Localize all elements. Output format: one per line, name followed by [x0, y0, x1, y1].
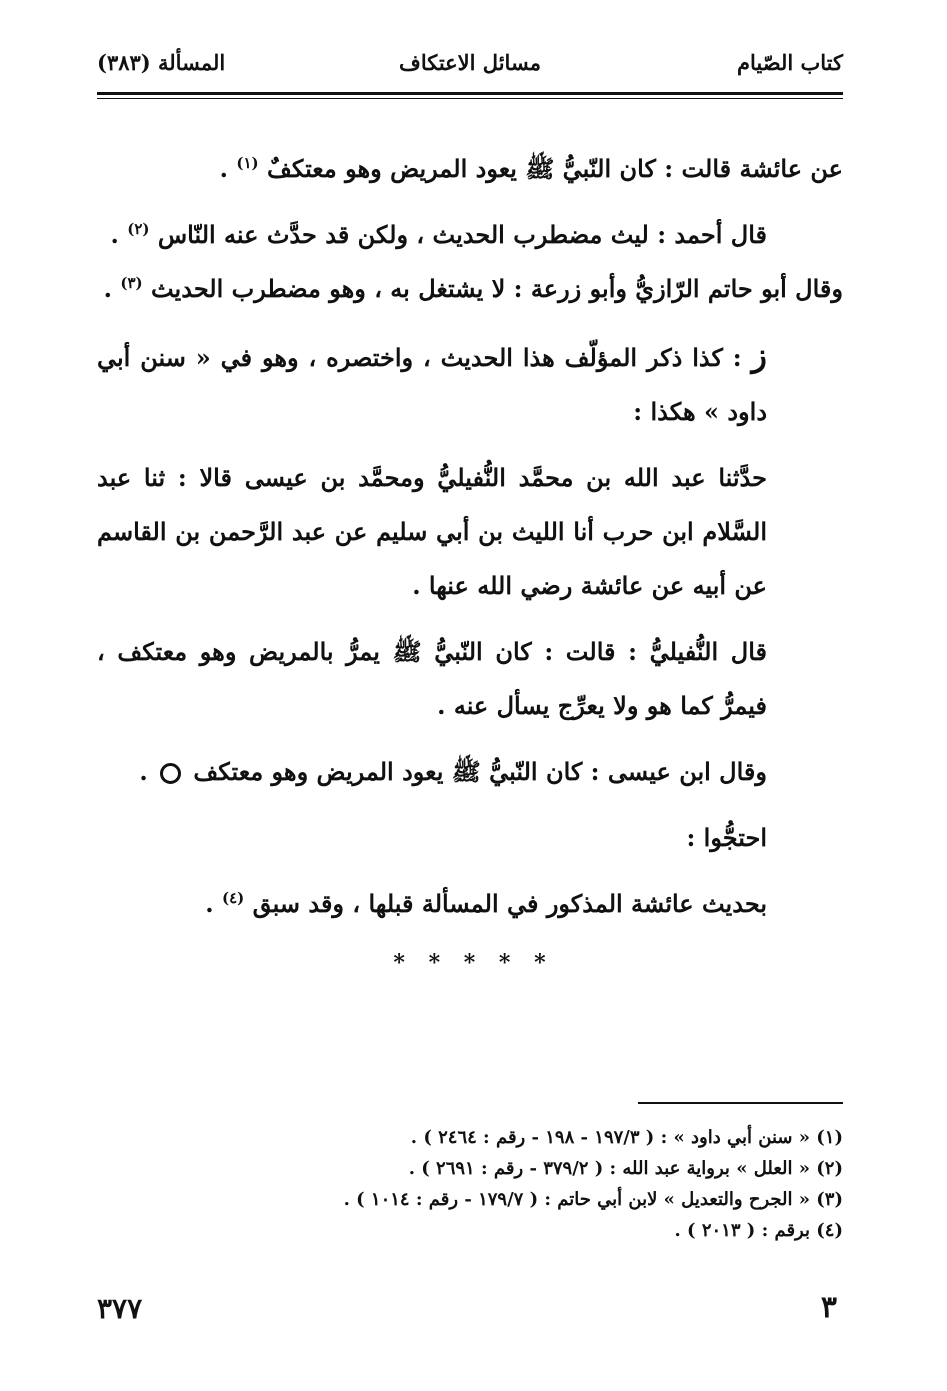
- chapter-title: مسائل الاعتكاف: [399, 50, 541, 75]
- footnote-2: (٢) « العلل » برواية عبد الله : ( ٣٧٩/٢ - رقم : ٢٦٩١ ) .: [408, 1158, 843, 1179]
- subheading-arguments: احتجُّوا :: [686, 823, 767, 852]
- issue-number: المسألة (٣٨٣): [97, 50, 226, 75]
- page-number: ٣٧٧: [97, 1292, 143, 1325]
- footnotes: [97, 1122, 843, 1246]
- book-title: كتاب الصّيام: [737, 50, 843, 75]
- section-separator: * * * * *: [393, 950, 554, 976]
- footnote-rule: [638, 1102, 843, 1104]
- footnote-4: (٤) برقم : ( ٢٠١٣ ) .: [674, 1220, 843, 1241]
- running-header: [97, 50, 843, 86]
- footnote-ref-3[interactable]: (٣): [120, 274, 143, 292]
- paragraph-nufayli: قال النُّفيليُّ : قالت : كان النّبيُّ ﷺ يمرُّ بالمريض وهو معتكف ، فيمرُّ كما هو ولا يعرِّج يسأل عنه .: [97, 637, 767, 720]
- footnote-3: (٣) « الجرح والتعديل » لابن أبي حاتم : ( ١٧٩/٧ - رقم : ١٠١٤ ) .: [343, 1189, 843, 1210]
- paragraph-hadith: عن عائشة قالت : كان النّبيُّ ﷺ يعود المريض وهو معتكفٌ $^{(١)}$ .: [219, 154, 843, 183]
- main-text: [97, 142, 843, 931]
- header-rule-thin: [97, 98, 843, 99]
- zay-marker: ز: [751, 336, 767, 374]
- paragraph-ibn-isa: وقال ابن عيسى : كان النّبيُّ ﷺ يعود المريض وهو معتكف .: [139, 757, 767, 786]
- footnote-1: (١) « سنن أبي داود » : ( ١٩٧/٣ - ١٩٨ - رقم : ٢٤٦٤ ) .: [410, 1127, 843, 1148]
- volume-number: ٣: [820, 1290, 837, 1325]
- footnote-ref-4[interactable]: (٤): [222, 889, 245, 907]
- footnote-ref-1[interactable]: (١): [236, 154, 259, 172]
- footnote-ref-2[interactable]: (٢): [127, 220, 150, 238]
- paragraph-isnad: حدَّثنا عبد الله بن محمَّد النُّفيليُّ ومحمَّد بن عيسى قالا : ثنا عبد السَّلام ابن حرب أنا الليث بن أبي سليم عن عبد الرَّحمن بن القاسم عن أبيه عن عائشة رضي الله عنها .: [97, 463, 767, 600]
- paragraph-ahmad: قال أحمد : ليث مضطرب الحديث ، ولكن قد حدَّث عنه النّاس $^{(٢)}$ .: [110, 220, 767, 249]
- paragraph-author-note: ز : كذا ذكر المؤلّف هذا الحديث ، واختصره ، وهو في « سنن أبي داود » هكذا :: [97, 336, 767, 426]
- end-of-text-circle-icon: [160, 763, 181, 784]
- paragraph-abu-hatim: وقال أبو حاتم الرّازيُّ وأبو زرعة : لا يشتغل به ، وهو مضطرب الحديث $^{(٣)}$ .: [103, 274, 843, 303]
- header-rule: [97, 92, 843, 95]
- paragraph-evidence: بحديث عائشة المذكور في المسألة قبلها ، وقد سبق $^{(٤)}$ .: [205, 889, 767, 918]
